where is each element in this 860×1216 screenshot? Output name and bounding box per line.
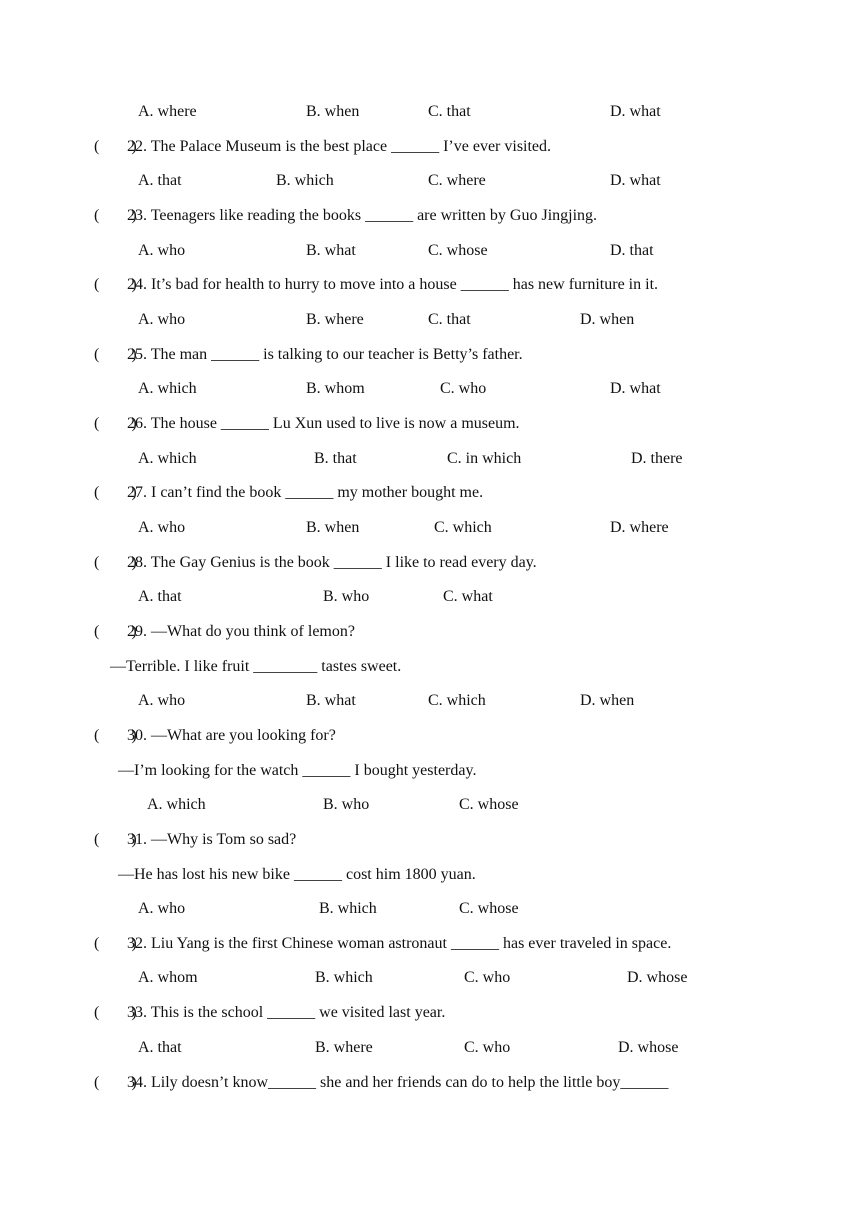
- question-text: 27. I can’t find the book ______ my mother bought me.: [127, 484, 484, 501]
- option-a: A. that: [138, 588, 182, 605]
- option-c: C. who: [464, 969, 511, 986]
- option-c: C. whose: [459, 796, 519, 813]
- option-b: B. what: [306, 692, 356, 709]
- option-a: A. who: [138, 900, 186, 917]
- option-b: B. who: [323, 796, 370, 813]
- option-d: D. when: [580, 692, 635, 709]
- option-c: C. who: [464, 1039, 511, 1056]
- option-d: D. what: [610, 380, 661, 397]
- option-b: B. who: [323, 588, 370, 605]
- option-d: D. what: [610, 172, 661, 189]
- question-text: 34. Lily doesn’t know______ she and her friends can do to help the little boy______: [127, 1074, 669, 1091]
- option-c: C. which: [428, 692, 486, 709]
- option-c: C. which: [434, 519, 492, 536]
- option-a: A. which: [138, 380, 197, 397]
- option-b: B. which: [319, 900, 377, 917]
- option-d: D. what: [610, 103, 661, 120]
- question-text: 28. The Gay Genius is the book ______ I like to read every day.: [127, 554, 537, 571]
- answer-blank[interactable]: ( ): [94, 415, 137, 432]
- option-b: B. when: [306, 103, 360, 120]
- option-c: C. who: [440, 380, 487, 397]
- option-b: B. that: [314, 450, 357, 467]
- question-text: 24. It’s bad for health to hurry to move into a house ______ has new furniture in it.: [127, 276, 659, 293]
- answer-blank[interactable]: ( ): [94, 138, 137, 155]
- dialogue-reply: —Terrible. I like fruit ________ tastes sweet.: [110, 658, 402, 675]
- question-text: 22. The Palace Museum is the best place ______ I’ve ever visited.: [127, 138, 552, 155]
- option-c: C. whose: [459, 900, 519, 917]
- answer-blank[interactable]: ( ): [94, 276, 137, 293]
- option-b: B. which: [276, 172, 334, 189]
- answer-blank[interactable]: ( ): [94, 346, 137, 363]
- option-c: C. what: [443, 588, 493, 605]
- question-text: 30. —What are you looking for?: [127, 727, 336, 744]
- answer-blank[interactable]: ( ): [94, 623, 137, 640]
- option-a: A. which: [147, 796, 206, 813]
- answer-blank[interactable]: ( ): [94, 554, 137, 571]
- option-c: C. where: [428, 172, 486, 189]
- option-a: A. where: [138, 103, 197, 120]
- option-c: C. that: [428, 103, 471, 120]
- option-c: C. that: [428, 311, 471, 328]
- option-a: A. that: [138, 1039, 182, 1056]
- option-a: A. whom: [138, 969, 198, 986]
- dialogue-reply: —I’m looking for the watch ______ I bought yesterday.: [118, 762, 477, 779]
- question-text: 32. Liu Yang is the first Chinese woman astronaut ______ has ever traveled in space.: [127, 935, 672, 952]
- option-c: C. in which: [447, 450, 522, 467]
- option-b: B. what: [306, 242, 356, 259]
- question-text: 31. —Why is Tom so sad?: [127, 831, 297, 848]
- option-a: A. who: [138, 692, 186, 709]
- answer-blank[interactable]: ( ): [94, 207, 137, 224]
- option-d: D. whose: [618, 1039, 679, 1056]
- answer-blank[interactable]: ( ): [94, 1004, 137, 1021]
- option-d: D. whose: [627, 969, 688, 986]
- answer-blank[interactable]: ( ): [94, 831, 137, 848]
- question-text: 33. This is the school ______ we visited last year.: [127, 1004, 446, 1021]
- option-b: B. whom: [306, 380, 365, 397]
- option-b: B. where: [306, 311, 364, 328]
- question-text: 23. Teenagers like reading the books ______ are written by Guo Jingjing.: [127, 207, 598, 224]
- question-text: 25. The man ______ is talking to our teacher is Betty’s father.: [127, 346, 523, 363]
- option-d: D. that: [610, 242, 654, 259]
- answer-blank[interactable]: ( ): [94, 727, 137, 744]
- option-d: D. when: [580, 311, 635, 328]
- option-a: A. who: [138, 311, 186, 328]
- answer-blank[interactable]: ( ): [94, 1074, 137, 1091]
- option-b: B. which: [315, 969, 373, 986]
- answer-blank[interactable]: ( ): [94, 935, 137, 952]
- option-b: B. when: [306, 519, 360, 536]
- option-b: B. where: [315, 1039, 373, 1056]
- option-a: A. who: [138, 519, 186, 536]
- option-d: D. there: [631, 450, 683, 467]
- option-c: C. whose: [428, 242, 488, 259]
- answer-blank[interactable]: ( ): [94, 484, 137, 501]
- option-a: A. which: [138, 450, 197, 467]
- option-a: A. who: [138, 242, 186, 259]
- option-d: D. where: [610, 519, 669, 536]
- option-a: A. that: [138, 172, 182, 189]
- dialogue-reply: —He has lost his new bike ______ cost him 1800 yuan.: [118, 866, 476, 883]
- question-text: 26. The house ______ Lu Xun used to live is now a museum.: [127, 415, 520, 432]
- question-text: 29. —What do you think of lemon?: [127, 623, 355, 640]
